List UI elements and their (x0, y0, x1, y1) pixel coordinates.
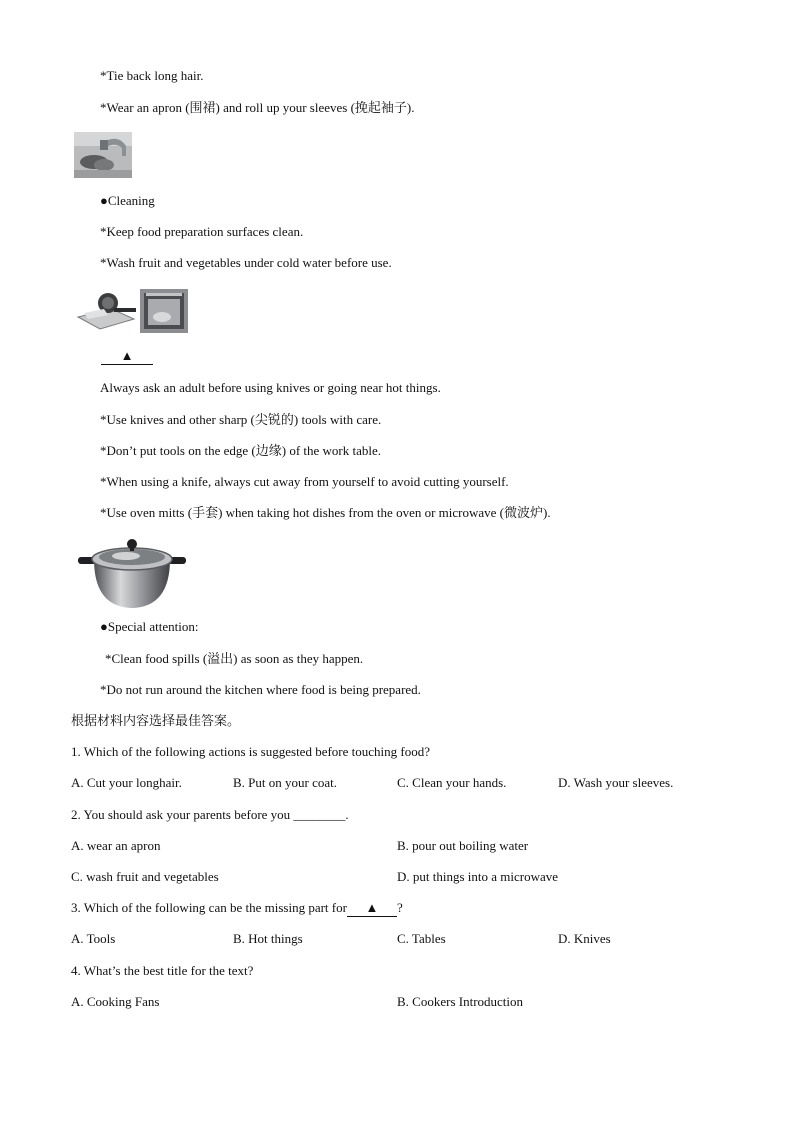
question-3 (71, 900, 403, 917)
passage-line-cut-away: *When using a knife, always cut away from yourself to avoid cutting yourself. (100, 474, 509, 489)
q3-option-d[interactable]: D. Knives (558, 931, 611, 946)
handwashing-photo (74, 132, 132, 178)
cleaning-heading: ●Cleaning (100, 193, 155, 208)
q2-option-c[interactable]: C. wash fruit and vegetables (71, 869, 219, 884)
q1-option-c[interactable]: C. Clean your hands. (397, 775, 507, 790)
oven-photo (140, 289, 188, 333)
passage-line-tie-hair: *Tie back long hair. (100, 68, 204, 83)
q4-option-b[interactable]: B. Cookers Introduction (397, 994, 524, 1009)
question-1: 1. Which of the following actions is suggested before touching food? (71, 744, 430, 759)
passage-line-ask-adult: Always ask an adult before using knives or going near hot things. (100, 380, 441, 395)
q1-option-b[interactable]: B. Put on your coat. (233, 775, 337, 790)
special-attention-heading: ●Special attention: (100, 619, 199, 634)
q2-option-a[interactable]: A. wear an apron (71, 838, 161, 853)
cutting-board-photo (74, 289, 138, 333)
cooking-pot-photo (76, 535, 188, 611)
question-2: 2. You should ask your parents before you ________. (71, 807, 349, 822)
q1-option-d[interactable]: D. Wash your sleeves. (558, 775, 674, 790)
q2-option-d[interactable]: D. put things into a microwave (397, 869, 559, 884)
instruction: 根据材料内容选择最佳答案。 (71, 713, 241, 728)
q3-option-b[interactable]: B. Hot things (233, 931, 303, 946)
passage-line-knives: *Use knives and other sharp (尖锐的) tools with care. (100, 412, 382, 427)
q1-option-a[interactable]: A. Cut your longhair. (71, 775, 182, 790)
blank-marker: ▲ (101, 348, 153, 365)
passage-line-oven-mitts: *Use oven mitts (手套) when taking hot dishes from the oven or microwave (微波炉). (100, 505, 551, 520)
question-3-blank: ▲ (347, 900, 397, 917)
question-3-text: 3. Which of the following can be the missing part for (71, 900, 347, 915)
passage-line-wash-fruit: *Wash fruit and vegetables under cold water before use. (100, 255, 392, 270)
passage-line-spills: *Clean food spills (溢出) as soon as they happen. (105, 651, 364, 666)
missing-heading-blank (101, 348, 153, 365)
q2-option-b[interactable]: B. pour out boiling water (397, 838, 529, 853)
q3-option-a[interactable]: A. Tools (71, 931, 116, 946)
passage-line-apron: *Wear an apron (围裙) and roll up your sleeves (挽起袖子). (100, 100, 415, 115)
q4-option-a[interactable]: A. Cooking Fans (71, 994, 160, 1009)
q3-option-c[interactable]: C. Tables (397, 931, 446, 946)
question-3-end: ? (396, 900, 403, 915)
passage-line-edge: *Don’t put tools on the edge (边缘) of the work table. (100, 443, 382, 458)
passage-line-no-running: *Do not run around the kitchen where food is being prepared. (100, 682, 421, 697)
passage-line-surfaces: *Keep food preparation surfaces clean. (100, 224, 304, 239)
question-4: 4. What’s the best title for the text? (71, 963, 254, 978)
